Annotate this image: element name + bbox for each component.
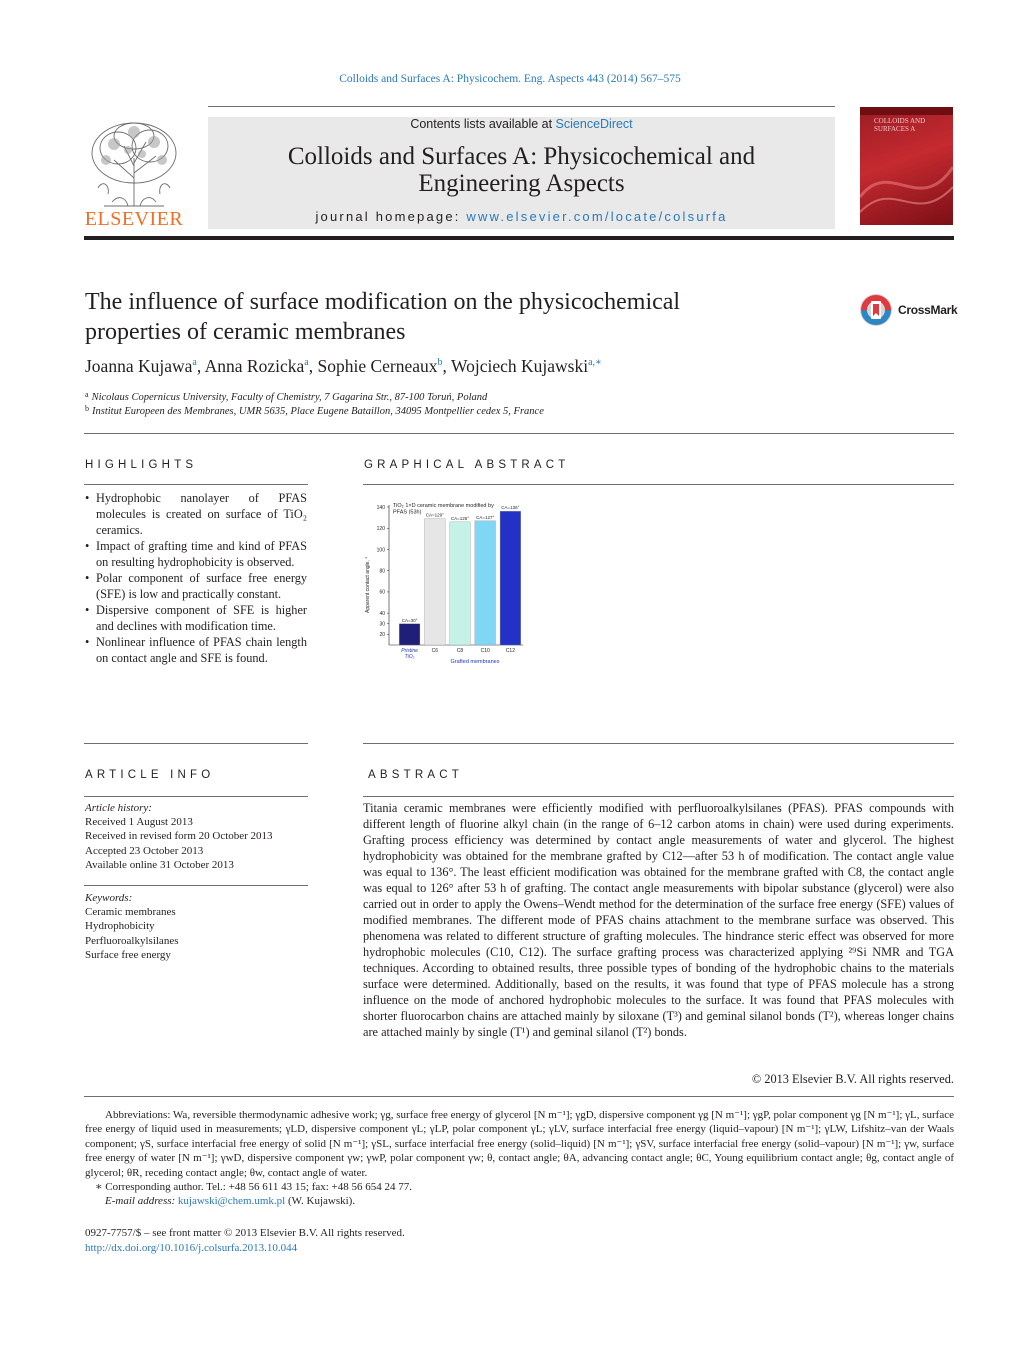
highlights-heading: HIGHLIGHTS [85,459,198,471]
chart-category-label [506,648,515,654]
chart-category-label [457,648,464,654]
chart-category-label [481,648,490,654]
chart-category-label-line: C8 [456,648,464,654]
author-affiliation-mark[interactable]: a [304,357,309,368]
abstract-text: Titania ceramic membranes were efficiently modified with perfluoroalkylsilanes (PFAS). PFAS compounds with different length of fluorine alkyl chain (in the range of 6–12 carbon atoms in chain) were used during experiments. Grafting process efficiency was determined by contact angle measurements of water and glycerol. The highest hydrophobicity was obtained for the membrane grafted by C12—after 53 h of modification. The contact angle value was equal to 136°. The least efficient modification was obtained for the membrane grafted with C8, the contact angle was equal to 126° after 53 h of grafting. The contact angle measurements with bipolar substance (glycerol) were also carried out in order to apply the Owens–Wendt method for the determination of the surface free energy (SFE) values of modified membranes. The different mode of PFAS chains attachment to the membrane surface was observed. This phenomena was related to different structure of grafting molecules. The hindrance steric effect was observed for more hydrophobic molecules (C10, C12). The surface grafting process was characterized applying ²⁹Si NMR and TGA techniques. According to obtained results, three possible types of bonding of the hydrophobic chains to the materials surface were determined. Additionally, based on the results, it was found that type of PFAS molecule has a strong influence on the mode of anchored hydrophobic molecules to the surface. It was found that PFAS molecules with shorter fluorocarbon chains are attached mainly by siloxane (T³) and geminal silanol bonds (T²), whereas longer chains are attached mainly by single (T¹) and geminal silanol (T²) bonds. [363,801,954,1039]
article-history-label: Article history: [85,802,152,814]
keyword: Perfluoroalkylsilanes [85,934,179,947]
chart-data-label: CA=30° [401,617,418,623]
author-name: Anna Rozicka [204,356,305,376]
highlights-list [85,490,307,666]
chart-y-axis-label: Apparent contact angle, ° [365,556,371,613]
article-title [85,287,785,347]
footnotes [85,1108,954,1209]
journal-title [208,143,835,197]
contents-line [208,117,835,131]
publisher-wordmark: ELSEVIER [84,208,184,230]
chart-category-label-line: Pristine [401,648,418,654]
affiliation-text: Institut Europeen des Membranes, UMR 5635, Place Eugene Bataillon, 34095 Montpellier cedex 5, France [92,406,544,417]
cover-title: COLLOIDS AND SURFACES A [874,117,926,133]
article-info-heading: ARTICLE INFO [85,769,215,781]
author-affiliation-mark[interactable]: a [192,357,197,368]
chart-bar [475,521,496,645]
affiliation-text: Nicolaus Copernicus University, Faculty of Chemistry, 7 Gagarina Str., 87-100 Toruń, Poland [91,392,488,403]
crossmark-icon [858,292,894,328]
author-name: Wojciech Kujawski [450,356,589,376]
email-note [85,1194,954,1208]
journal-masthead [208,117,835,229]
divider [363,796,954,797]
divider [84,484,308,485]
history-entry: Received in revised form 20 October 2013 [85,830,273,843]
homepage-link[interactable]: www.elsevier.com/locate/colsurfa [466,209,728,224]
sciencedirect-link[interactable]: ScienceDirect [555,117,633,131]
divider [84,433,954,434]
divider [84,1096,954,1097]
chart-bar [450,522,471,645]
cover-band [860,107,953,115]
keywords-label: Keywords: [85,892,133,904]
divider [84,885,308,886]
email-suffix: (W. Kujawski). [285,1195,356,1208]
keyword: Surface free energy [85,948,171,961]
email-label: E-mail address: [105,1195,178,1208]
article-history [85,801,307,872]
journal-reference[interactable]: Colloids and Surfaces A: Physicochem. Eng. Aspects 443 (2014) 567–575 [339,73,681,85]
corresponding-author-note: ∗ Corresponding author. Tel.: +48 56 611 43 15; fax: +48 56 654 24 77. [95,1181,413,1194]
contents-prefix: Contents lists available at [410,117,556,131]
chart-bar [424,519,445,645]
author-affiliation-mark[interactable]: a,∗ [588,357,602,368]
affiliation-mark: a [85,390,89,399]
chart-bar [399,624,420,645]
chart-y-tick-label: 20 [379,632,385,639]
chart-category-label-line: C12 [505,648,515,654]
article-title-line1: The influence of surface modification on the physicochemical [85,289,681,315]
divider [208,106,835,107]
front-matter [85,1226,405,1255]
affiliation-mark: b [85,404,89,413]
chart-y-tick-label: 120 [376,526,385,533]
crossmark-badge[interactable] [858,292,958,328]
highlight-item: • Polar component of surface free energy (SFE) is low and practically constant. [85,570,307,602]
graphical-abstract-heading: GRAPHICAL ABSTRACT [364,459,570,471]
chart-data-label: CA=136° [501,505,520,511]
author-name: Joanna Kujawa [85,356,193,376]
highlight-item: • Impact of grafting time and kind of PFAS on resulting hydrophobicity is observed. [85,538,307,570]
divider [363,743,954,744]
header-rule [84,236,954,240]
chart-data-label: CA=129° [425,512,444,518]
chart-category-label-line: C10 [480,648,490,654]
chart-category-label [432,648,439,654]
author-list: Joanna Kujawa$^a$, Anna Rozicka$^a$, Sophie Cerneaux$^b$, Wojciech Kujawski$^{a,∗}$ [85,356,602,376]
chart-y-tick-label: 140 [376,504,385,511]
highlight-item: • Dispersive component of SFE is higher and declines with modification time. [85,602,307,634]
journal-cover-image [860,107,953,225]
chart-y-tick-label: 30 [379,621,385,628]
abbreviations-footnote: Abbreviations: Wa, reversible thermodynamic adhesive work; γg, surface free energy of glycerol [N m⁻¹]; γgD, dispersive component γg [N m⁻¹]; γgP, polar component γg [N m⁻¹]; γL, surface free energy of liquid used in measurements; γLD, dispersive component γL; γLP, polar component γL; γLV, surface interfacial free energy (liquid–vapour) [N m⁻¹]; γLW, Lifshitz–van der Waals component; γS, surface interfacial free energy of solid [N m⁻¹]; γSL, surface interfacial free energy (solid–liquid) [N m⁻¹]; γSV, surface interfacial free energy (solid–vapour) [N m⁻¹]; γw, surface free energy of water [N m⁻¹]; γwD, dispersive component γw; γwP, polar component γw; θ, contact angle; θA, advancing contact angle; θC, Young equilibrium contact angle; θg, contact angle of glycerol; θR, receding contact angle; θw, contact angle of water. [85,1109,954,1179]
highlight-item: • Nonlinear influence of PFAS chain length on contact angle and SFE is found. [85,634,307,666]
history-entry: Available online 31 October 2013 [85,858,234,871]
chart-bar [500,511,521,645]
divider [84,796,308,797]
chart-category-label-line: C6 [431,648,439,654]
chart-title-line: TiO₂ 1×D ceramic membrane modified by [393,503,494,509]
keyword: Hydrophobicity [85,920,155,933]
chart-title-line: PFAS (53h) [393,509,422,516]
chart-data-label: CA=126° [450,515,470,521]
chart-y-tick-label: 60 [379,589,385,596]
divider [84,743,308,744]
copyright-line: © 2013 Elsevier B.V. All rights reserved. [751,1072,954,1086]
journal-title-line1: Colloids and Surfaces A: Physicochemical and [287,143,756,170]
highlight-item: • Hydrophobic nanolayer of PFAS molecules is created on surface of TiO₂ ceramics. [85,490,307,538]
crossmark-label: CrossMark [898,303,958,317]
affiliation [85,404,544,417]
email-link[interactable]: kujawski@chem.umk.pl [177,1195,286,1208]
chart-y-tick-label: 40 [379,610,385,617]
history-entry: Accepted 23 October 2013 [85,844,204,857]
journal-homepage [208,209,835,224]
author-name: Sophie Cerneaux [317,356,438,376]
issn-line: 0927-7757/$ – see front matter © 2013 Elsevier B.V. All rights reserved. [85,1227,405,1239]
doi-link[interactable]: http://dx.doi.org/10.1016/j.colsurfa.2013.10.044 [85,1241,298,1254]
keyword: Ceramic membranes [85,906,176,919]
chart-y-tick-label: 80 [379,568,385,575]
article-title-line2: properties of ceramic membranes [85,319,406,345]
affiliation [85,390,487,403]
chart-bars [399,505,520,660]
abstract-heading: ABSTRACT [368,769,463,781]
history-entry: Received 1 August 2013 [85,816,193,829]
chart-x-axis-label: Grafted membranes [450,659,500,665]
keywords [85,891,307,962]
divider [363,484,954,485]
chart-y-tick-label: 100 [376,547,385,554]
journal-title-line2: Engineering Aspects [418,170,625,197]
cover-swirl [860,137,953,225]
chart-data-label: CA=127° [476,514,495,520]
graphical-abstract-chart [363,495,538,670]
chart-category-label [401,648,418,660]
author-affiliation-mark[interactable]: b [437,357,443,368]
homepage-prefix: journal homepage: [315,209,467,224]
chart-category-label-line: TiO₂ [404,654,415,660]
